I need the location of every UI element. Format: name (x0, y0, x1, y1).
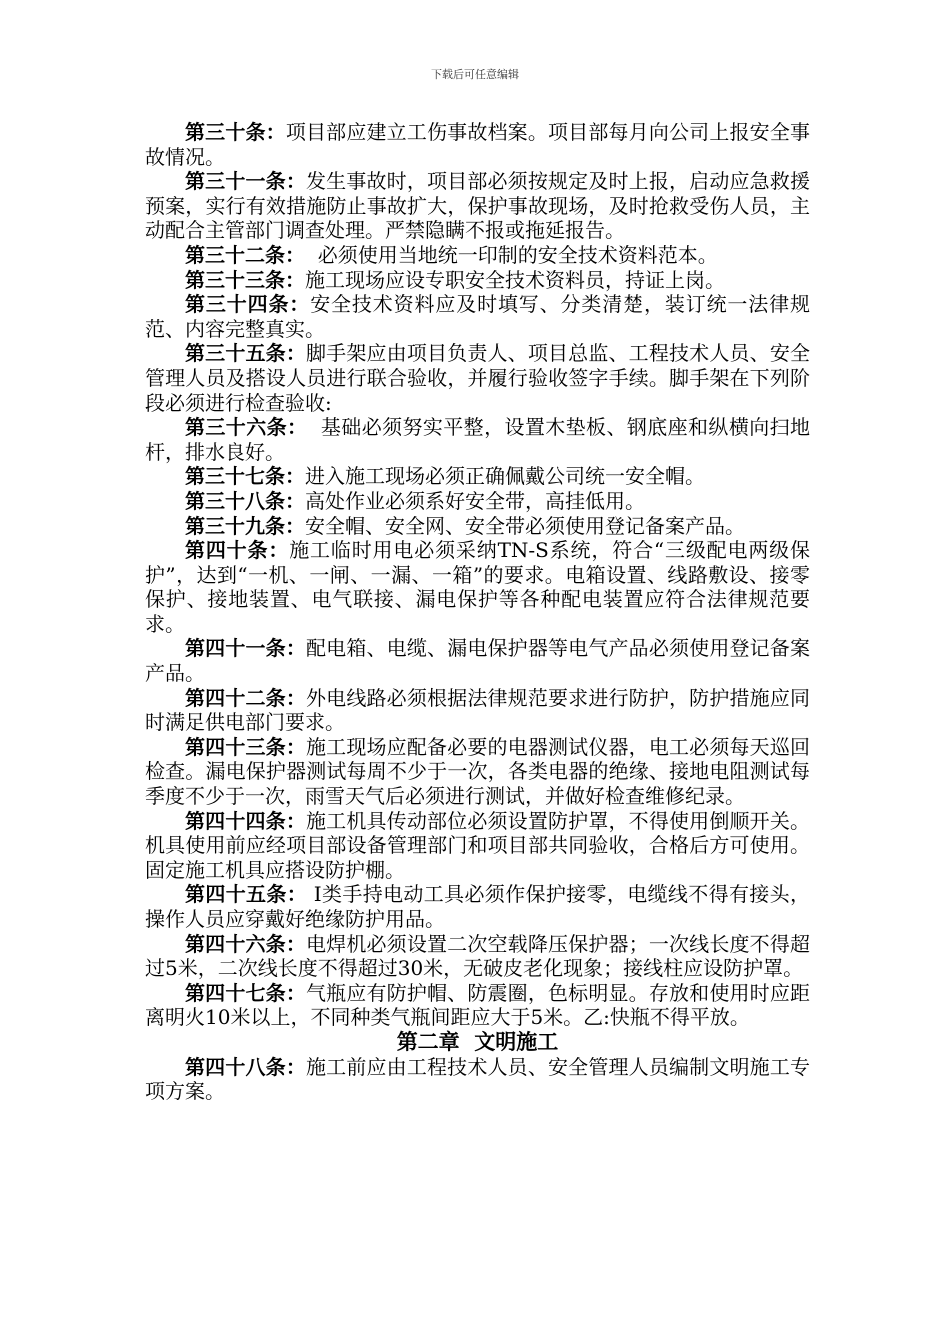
article-45 (145, 882, 810, 931)
article-text: 施工现场应设专职安全技术资料员，持证上岗。 (305, 267, 725, 292)
article-label: 第三十八条： (185, 488, 305, 513)
article-text: 外电线路必须根据法律规范要求进行防护，防护措施应同时满足供电部门要求。 (145, 685, 810, 735)
article-32 (145, 243, 810, 268)
article-label: 第四十五条： (185, 882, 308, 907)
article-text: 施工前应由工程技术人员、安全管理人员编制文明施工专项方案。 (145, 1054, 810, 1104)
article-37 (145, 464, 810, 489)
article-label: 第三十七条： (185, 464, 305, 489)
article-label: 第三十九条： (185, 513, 305, 538)
article-text: 必须使用当地统一印制的安全技术资料范本。 (305, 242, 718, 267)
article-31 (145, 169, 810, 243)
article-42 (145, 686, 810, 735)
article-text: 安全技术资料应及时填写、分类清楚，装订统一法律规范、内容完整真实。 (145, 292, 811, 341)
article-label: 第三十四条： (185, 292, 311, 317)
article-48 (145, 1055, 810, 1104)
article-text: 配电箱、电缆、漏电保护器等电气产品必须使用登记备案产品。 (145, 636, 810, 686)
article-label: 第四十四条： (185, 808, 306, 833)
article-label: 第三十条： (185, 120, 286, 144)
document-body (145, 120, 810, 1104)
article-text: 发生事故时，项目部必须按规定及时上报，启动应急救援预案，实行有效措施防止事故扩大，保护事故现场，及时抢救受伤人员，主动配合主管部门调查处理。严禁隐瞒不报或拖延报告。 (145, 169, 810, 243)
article-30 (145, 120, 810, 169)
article-label: 第四十七条： (185, 980, 306, 1005)
article-39 (145, 514, 810, 539)
article-label: 第三十六条： (185, 415, 308, 440)
article-label: 第三十一条： (185, 169, 306, 194)
article-36 (145, 415, 810, 464)
article-label: 第四十条： (185, 538, 290, 563)
article-label: 第四十八条： (185, 1054, 306, 1079)
article-text: 进入施工现场必须正确佩戴公司统一安全帽。 (305, 464, 705, 489)
article-text: I类手持电动工具必须作保护接零，电缆线不得有接头，操作人员应穿戴好绝缘防护用品。 (145, 882, 810, 931)
article-label: 第三十三条： (185, 267, 305, 292)
article-38 (145, 489, 810, 514)
article-text: 项目部应建立工伤事故档案。项目部每月向公司上报安全事故情况。 (145, 120, 811, 169)
article-text: 气瓶应有防护帽、防震圈，色标明显。存放和使用时应距离明火10米以上，不同种类气瓶间距应大于5米。乙:快瓶不得平放。 (145, 980, 810, 1030)
article-43 (145, 735, 810, 809)
article-text: 高处作业必须系好安全带，高挂低用。 (305, 488, 645, 513)
article-text: 施工临时用电必须采纳TN-S系统，符合“三级配电两级保护”，达到“一机、一闸、一漏、一箱”的要求。电箱设置、线路敷设、接零保护、接地装置、电气联接、漏电保护等各种配电装置应符合法律规范要求。 (145, 538, 811, 636)
article-label: 第三十二条： (185, 242, 305, 267)
chapter-title: 第二章 文明施工 (396, 1028, 559, 1054)
article-34 (145, 292, 810, 341)
article-33 (145, 268, 810, 293)
article-label: 第四十六条： (185, 931, 306, 956)
article-46 (145, 932, 810, 981)
article-text: 安全帽、安全网、安全带必须使用登记备案产品。 (305, 513, 745, 538)
article-label: 第四十二条： (185, 685, 306, 710)
header-note: 下载后可任意编辑 (431, 68, 519, 81)
article-label: 第三十五条： (185, 341, 306, 366)
article-label: 第四十三条： (185, 734, 306, 759)
article-35 (145, 341, 810, 415)
article-41 (145, 636, 810, 685)
article-text: 基础必须努实平整，设置木垫板、钢底座和纵横向扫地杆，排水良好。 (145, 415, 811, 464)
article-label: 第四十一条： (185, 636, 306, 661)
article-40 (145, 538, 810, 636)
article-text: 脚手架应由项目负责人、项目总监、工程技术人员、安全管理人员及搭设人员进行联合验收，并履行验收签字手续。脚手架在下列阶段必须进行检查验收: (145, 341, 810, 415)
article-text: 施工机具传动部位必须设置防护罩，不得使用倒顺开关。机具使用前应经项目部设备管理部门和项目部共同验收，合格后方可使用。固定施工机具应搭设防护棚。 (145, 808, 810, 882)
article-text: 电焊机必须设置二次空载降压保护器；一次线长度不得超过5米，二次线长度不得超过30米，无破皮老化现象；接线柱应设防护罩。 (145, 931, 810, 981)
article-47 (145, 981, 810, 1030)
article-text: 施工现场应配备必要的电器测试仪器，电工必须每天巡回检查。漏电保护器测试每周不少于一次，各类电器的绝缘、接地电阻测试每季度不少于一次，雨雪天气后必须进行测试，并做好检查维修纪录。 (145, 734, 810, 809)
article-44 (145, 809, 810, 883)
